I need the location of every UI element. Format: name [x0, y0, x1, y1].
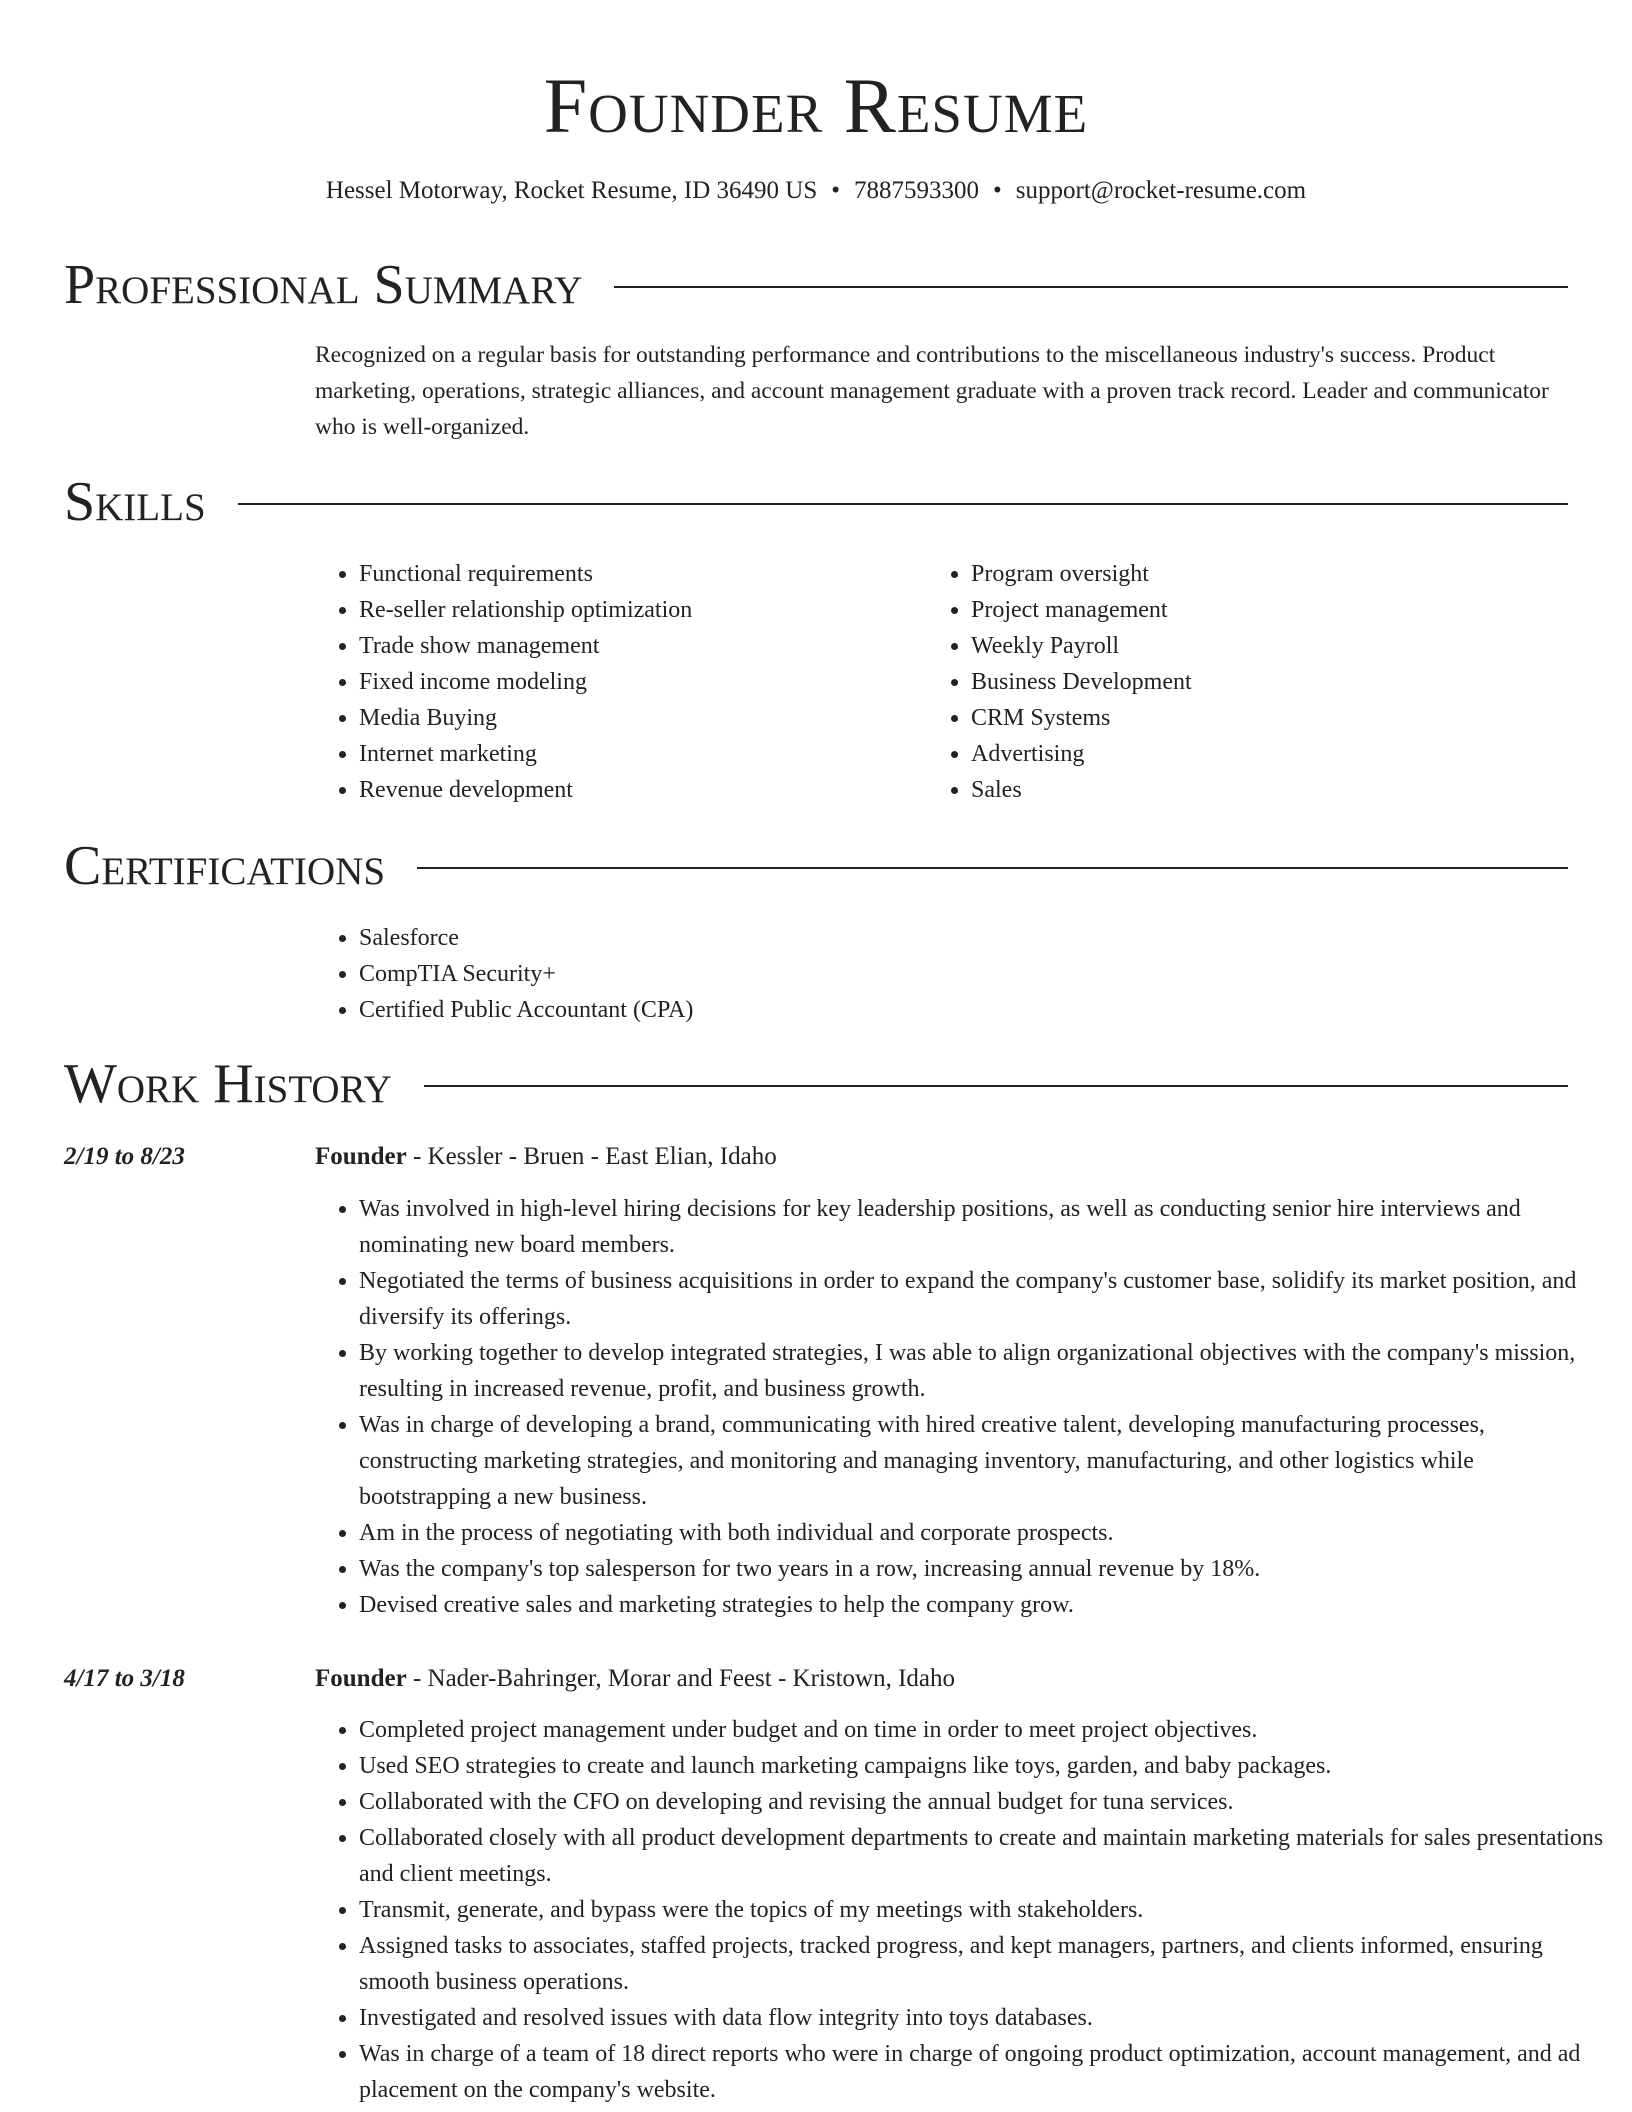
job-company: - Kessler - Bruen - East Elian, Idaho — [406, 1143, 777, 1170]
section-header-summary — [64, 250, 1568, 320]
section-title-summary: Professional Summary — [64, 254, 583, 316]
section-title-skills: Skills — [64, 471, 206, 533]
job-bullet: • Investigated and resolved issues with data flow integrity into toys databases. — [359, 2000, 1609, 2036]
job-bullets — [315, 1712, 1609, 2108]
skill-item: • Weekly Payroll — [971, 628, 1192, 664]
skill-item: • Re-seller relationship optimization — [359, 592, 692, 628]
job-bullet: • Am in the process of negotiating with both individual and corporate prospects. — [359, 1515, 1609, 1551]
job-title-line — [315, 1139, 777, 1175]
skill-item: • Trade show management — [359, 628, 692, 664]
job-role: Founder — [315, 1665, 407, 1692]
section-divider — [238, 503, 1568, 505]
skill-item: • Functional requirements — [359, 556, 692, 592]
job-dates: 4/17 to 3/18 — [64, 1665, 185, 1692]
job-bullet: • By working together to develop integrated strategies, I was able to align organizational objectives with the company's mission, resulting in increased revenue, profit, and business growth. — [359, 1335, 1609, 1407]
skill-item: • Sales — [971, 772, 1192, 808]
certification-item: • CompTIA Security+ — [359, 956, 693, 992]
job-company: - Nader-Bahringer, Morar and Feest - Kristown, Idaho — [406, 1665, 956, 1692]
skill-item: • Advertising — [971, 736, 1192, 772]
certifications-list — [315, 920, 693, 1028]
certification-item: • Salesforce — [359, 920, 693, 956]
skills-list-right — [927, 556, 1192, 808]
section-title-certifications: Certifications — [64, 835, 386, 897]
contact-separator: • — [831, 177, 841, 204]
skill-item: • CRM Systems — [971, 700, 1192, 736]
job-bullet: • Was in charge of a team of 18 direct reports who were in charge of ongoing product optimization, account management, and ad placement on the company's website. — [359, 2036, 1609, 2108]
skills-list-left — [315, 556, 692, 808]
job-bullet: • Was involved in high-level hiring decisions for key leadership positions, as well as conducting senior hire interviews and nominating new board members. — [359, 1191, 1609, 1263]
job-bullet: • Transmit, generate, and bypass were the topics of my meetings with stakeholders. — [359, 1892, 1609, 1928]
job-title-line — [315, 1661, 955, 1697]
section-header-certifications — [64, 831, 1568, 901]
skill-item: • Internet marketing — [359, 736, 692, 772]
job-role: Founder — [315, 1143, 407, 1170]
section-divider — [424, 1085, 1568, 1087]
skill-item: • Media Buying — [359, 700, 692, 736]
summary-text: Recognized on a regular basis for outstanding performance and contributions to the miscellaneous industry's success. Product marketing, operations, strategic alliances, and account management graduate with a proven track record. Leader and communicator who is well-organized. — [315, 342, 1549, 440]
job-dates: 2/19 to 8/23 — [64, 1143, 185, 1170]
contact-email: support@rocket-resume.com — [1015, 177, 1307, 204]
section-divider — [614, 286, 1568, 288]
resume-name: Founder Resume — [543, 62, 1089, 149]
job-bullet: • Collaborated with the CFO on developing and revising the annual budget for tuna services. — [359, 1784, 1609, 1820]
contact-line — [0, 173, 1632, 209]
job-bullet: • Was the company's top salesperson for two years in a row, increasing annual revenue by 18%. — [359, 1551, 1609, 1587]
section-title-work-history: Work History — [64, 1053, 392, 1115]
job-bullet: • Completed project management under budget and on time in order to meet project objectives. — [359, 1712, 1609, 1748]
job-bullet: • Collaborated closely with all product development departments to create and maintain marketing materials for sales presentations and client meetings. — [359, 1820, 1609, 1892]
job-bullet: • Negotiated the terms of business acquisitions in order to expand the company's customer base, solidify its market position, and diversify its offerings. — [359, 1263, 1609, 1335]
skill-item: • Fixed income modeling — [359, 664, 692, 700]
job-bullet: • Was in charge of developing a brand, communicating with hired creative talent, developing manufacturing processes, constructing marketing strategies, and monitoring and managing inventory, manufacturing, and other logistics while bootstrapping a new business. — [359, 1407, 1609, 1515]
section-divider — [417, 867, 1568, 869]
job-bullet: • Devised creative sales and marketing strategies to help the company grow. — [359, 1587, 1609, 1623]
skill-item: • Business Development — [971, 664, 1192, 700]
job-bullets — [315, 1191, 1609, 1623]
skill-item: • Revenue development — [359, 772, 692, 808]
contact-separator: • — [993, 177, 1002, 204]
skill-item: • Program oversight — [971, 556, 1192, 592]
contact-phone: 7887593300 — [854, 177, 980, 204]
job-bullet: • Used SEO strategies to create and launch marketing campaigns like toys, garden, and baby packages. — [359, 1748, 1609, 1784]
contact-address: Hessel Motorway, Rocket Resume, ID 36490 US — [325, 177, 818, 204]
job-bullet: • Assigned tasks to associates, staffed projects, tracked progress, and kept managers, partners, and clients informed, ensuring smooth business operations. — [359, 1928, 1609, 2000]
skill-item: • Project management — [971, 592, 1192, 628]
section-header-skills — [64, 467, 1568, 537]
section-header-work-history — [64, 1049, 1568, 1119]
certification-item: • Certified Public Accountant (CPA) — [359, 992, 693, 1028]
